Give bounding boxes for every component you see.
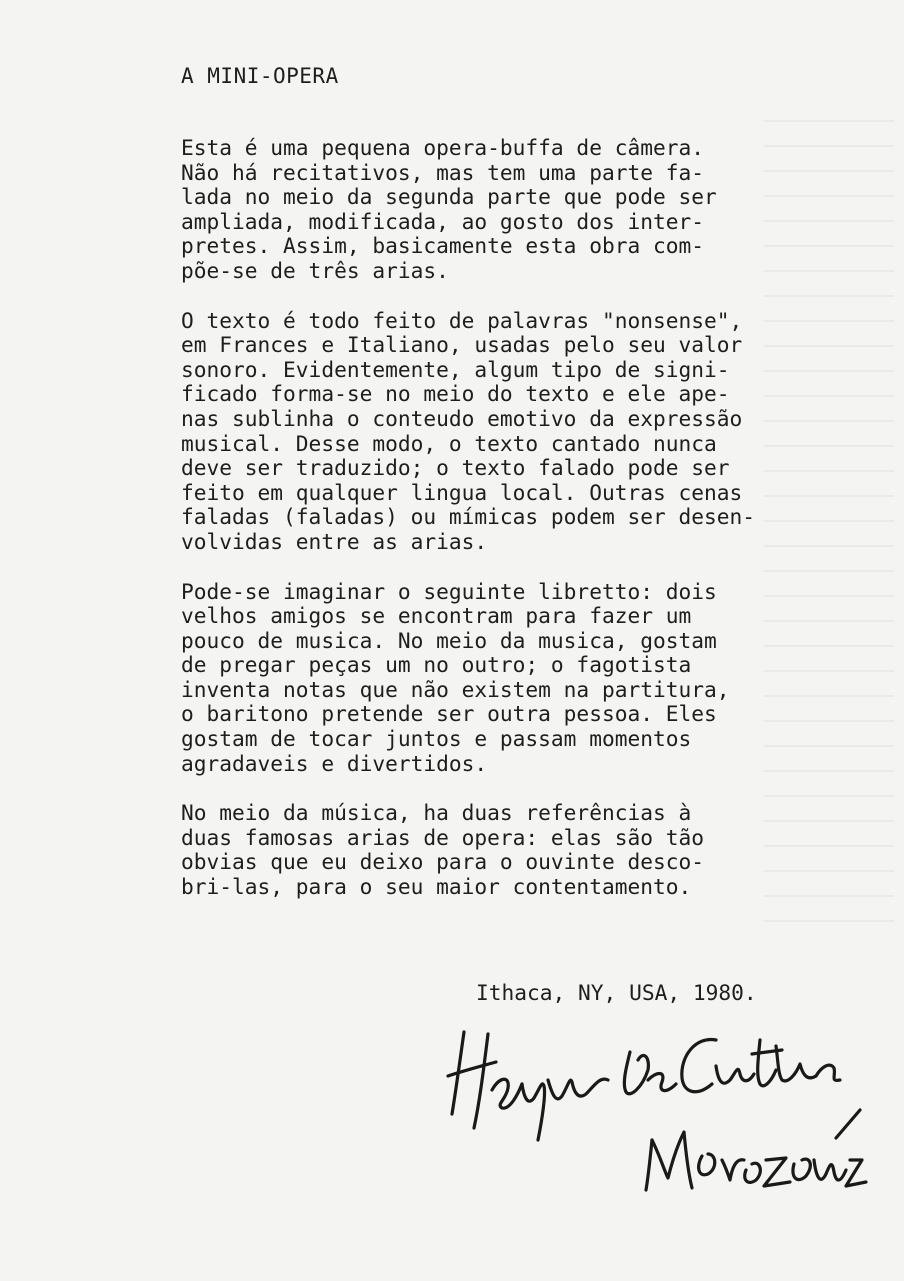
text-line: de pregar peças um no outro; o fagotista (181, 652, 692, 678)
text-line: pretes. Assim, basicamente esta obra com- (181, 233, 704, 259)
text-line: volvidas entre as arias. (181, 528, 488, 554)
text-line: inventa notas que não existem na partitura, (181, 676, 730, 702)
paragraph-1 (181, 136, 861, 284)
text-line: Não há recitativos, mas tem uma parte fa- (181, 159, 704, 185)
place-and-date: Ithaca, NY, USA, 1980. (476, 980, 757, 1005)
text-line: ficado forma-se no meio do texto e ele ape- (181, 381, 730, 407)
text-line: Esta é uma pequena opera-buffa de câmera. (181, 135, 704, 160)
text-line: O texto é todo feito de palavras "nonsense", (181, 307, 743, 333)
text-line: sonoro. Evidentemente, algum tipo de signi- (181, 356, 730, 382)
text-line: velhos amigos se encontram para fazer um (181, 603, 692, 629)
paragraph-2 (181, 309, 861, 555)
text-line: agradaveis e divertidos. (181, 750, 488, 776)
text-line: faladas (faladas) ou mímicas podem ser desen- (181, 504, 756, 530)
text-line: deve ser traduzido; o texto falado pode ser (181, 455, 730, 481)
document-title: A MINI-OPERA (181, 64, 339, 88)
text-line: bri-las, para o seu maior contentamento. (181, 874, 692, 900)
text-line: musical. Desse modo, o texto cantado nunca (181, 430, 717, 456)
text-line: o baritono pretende ser outra pessoa. Eles (181, 701, 717, 727)
text-line: nas sublinha o conteudo emotivo da expressão (181, 405, 743, 431)
handwritten-signature (430, 1010, 870, 1220)
text-line: gostam de tocar juntos e passam momentos (181, 726, 692, 752)
text-line: ampliada, modificada, ao gosto dos inter- (181, 208, 704, 234)
text-line: põe-se de três arias. (181, 257, 449, 283)
text-line: feito em qualquer lingua local. Outras cenas (181, 479, 743, 505)
text-line: pouco de musica. No meio da musica, gostam (181, 627, 717, 653)
paragraph-4 (181, 801, 861, 899)
text-line: No meio da música, ha duas referências à (181, 800, 692, 826)
text-line: Pode-se imaginar o seguinte libretto: dois (181, 578, 717, 604)
text-line: obvias que eu deixo para o ouvinte desco- (181, 849, 704, 875)
text-line: duas famosas arias de opera: elas são tão (181, 824, 704, 850)
text-line: em Frances e Italiano, usadas pelo seu valor (181, 332, 743, 358)
paragraph-3 (181, 580, 861, 777)
document-body (181, 136, 861, 925)
text-line: lada no meio da segunda parte que pode ser (181, 184, 717, 210)
